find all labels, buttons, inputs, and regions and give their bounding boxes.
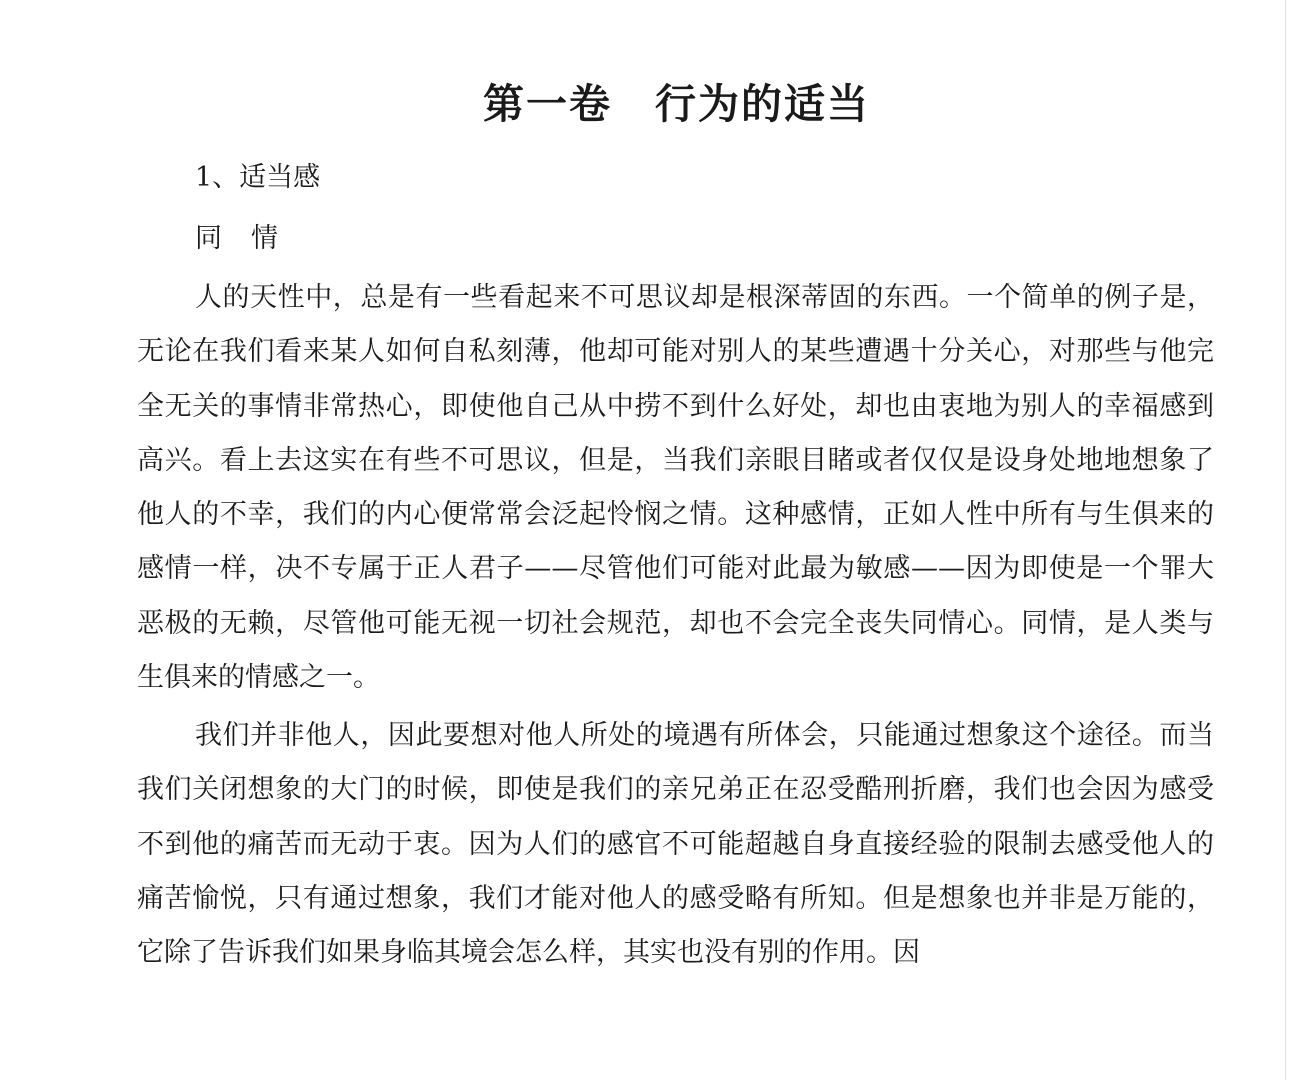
body-paragraph-1: 人的天性中，总是有一些看起来不可思议却是根深蒂固的东西。一个简单的例子是，无论在我们看来某人如何自私刻薄，他却可能对别人的某些遭遇十分关心，对那些与他完全无关的事情非常热心，即使他自己从中捞不到什么好处，却也由衷地为别人的幸福感到高兴。看上去这实在有些不可思议，但是，当我们亲眼目睹或者仅仅是设身处地地想象了他人的不幸，我们的内心便常常会泛起怜悯之情。这种感情，正如人性中所有与生俱来的感情一样，决不专属于正人君子——尽管他们可能对此最为敏感——因为即使是一个罪大恶极的无赖，尽管他可能无视一切社会规范，却也不会完全丧失同情心。同情，是人类与生俱来的情感之一。 bbox=[137, 282, 1214, 694]
section-heading: 1、适当感 bbox=[195, 162, 321, 193]
subsection-heading: 同 情 bbox=[195, 223, 279, 254]
page-edge-divider bbox=[1285, 0, 1286, 1080]
chapter-title: 第一卷 行为的适当 bbox=[483, 80, 870, 128]
body-paragraph-2: 我们并非他人，因此要想对他人所处的境遇有所体会，只能通过想象这个途径。而当我们关闭想象的大门的时候，即使是我们的亲兄弟正在忍受酷刑折磨，我们也会因为感受不到他的痛苦而无动于衷。因为人们的感官不可能超越自身直接经验的限制去感受他人的痛苦愉悦，只有通过想象，我们才能对他人的感受略有所知。但是想象也并非是万能的，它除了告诉我们如果身临其境会怎么样，其实也没有别的作用。因 bbox=[137, 720, 1214, 969]
